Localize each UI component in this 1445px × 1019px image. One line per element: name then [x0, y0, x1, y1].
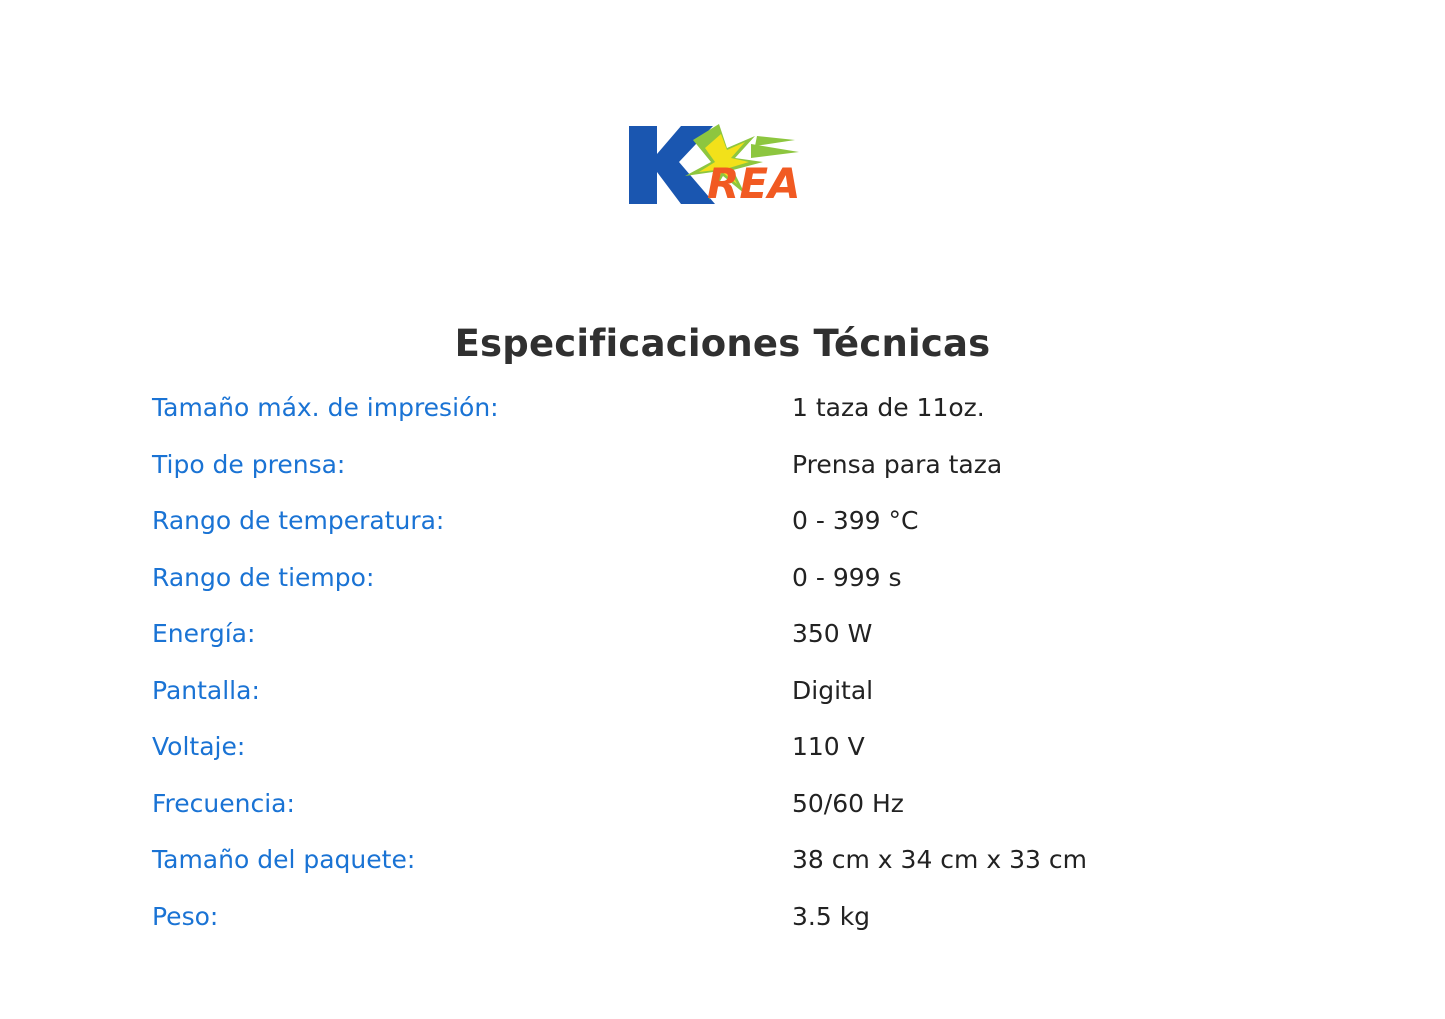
spec-label: Rango de tiempo: [152, 562, 375, 592]
table-row [152, 506, 1252, 563]
spec-label: Rango de temperatura: [152, 506, 445, 535]
spec-label: Voltaje: [152, 732, 246, 761]
spec-label: Tamaño del paquete: [152, 845, 416, 874]
spec-value: 350 W [792, 619, 873, 648]
table-row [152, 563, 1252, 620]
logo-rea-text [707, 159, 801, 208]
krea-logo-graphic [623, 118, 823, 210]
spec-value: 0 - 999 s [792, 562, 902, 592]
spec-label: Tamaño máx. de impresión: [152, 393, 499, 422]
spec-value: Digital [792, 675, 874, 705]
table-row [152, 845, 1252, 902]
svg-text:REA: REA [706, 159, 801, 208]
table-row [152, 902, 1252, 959]
spec-label: Energía: [152, 619, 256, 648]
table-row [152, 450, 1252, 507]
spec-value: 0 - 399 °C [792, 506, 919, 535]
spec-value: 38 cm x 34 cm x 33 cm [792, 845, 1087, 874]
specifications-table [152, 393, 1252, 958]
table-row [152, 619, 1252, 676]
spec-label: Pantalla: [152, 675, 260, 705]
brand-logo [0, 118, 1445, 210]
spec-label: Peso: [152, 901, 219, 931]
spec-label: Frecuencia: [152, 788, 295, 818]
table-row [152, 676, 1252, 733]
spec-value: 1 taza de 11oz. [792, 393, 985, 422]
spec-value: 3.5 kg [792, 901, 871, 931]
table-row [152, 393, 1252, 450]
page-title: Especificaciones Técnicas [454, 322, 991, 365]
spec-value: Prensa para taza [792, 449, 1003, 479]
spec-label: Tipo de prensa: [152, 449, 346, 479]
spec-value: 110 V [792, 732, 865, 761]
table-row [152, 732, 1252, 789]
table-row [152, 789, 1252, 846]
spec-value: 50/60 Hz [792, 788, 904, 818]
